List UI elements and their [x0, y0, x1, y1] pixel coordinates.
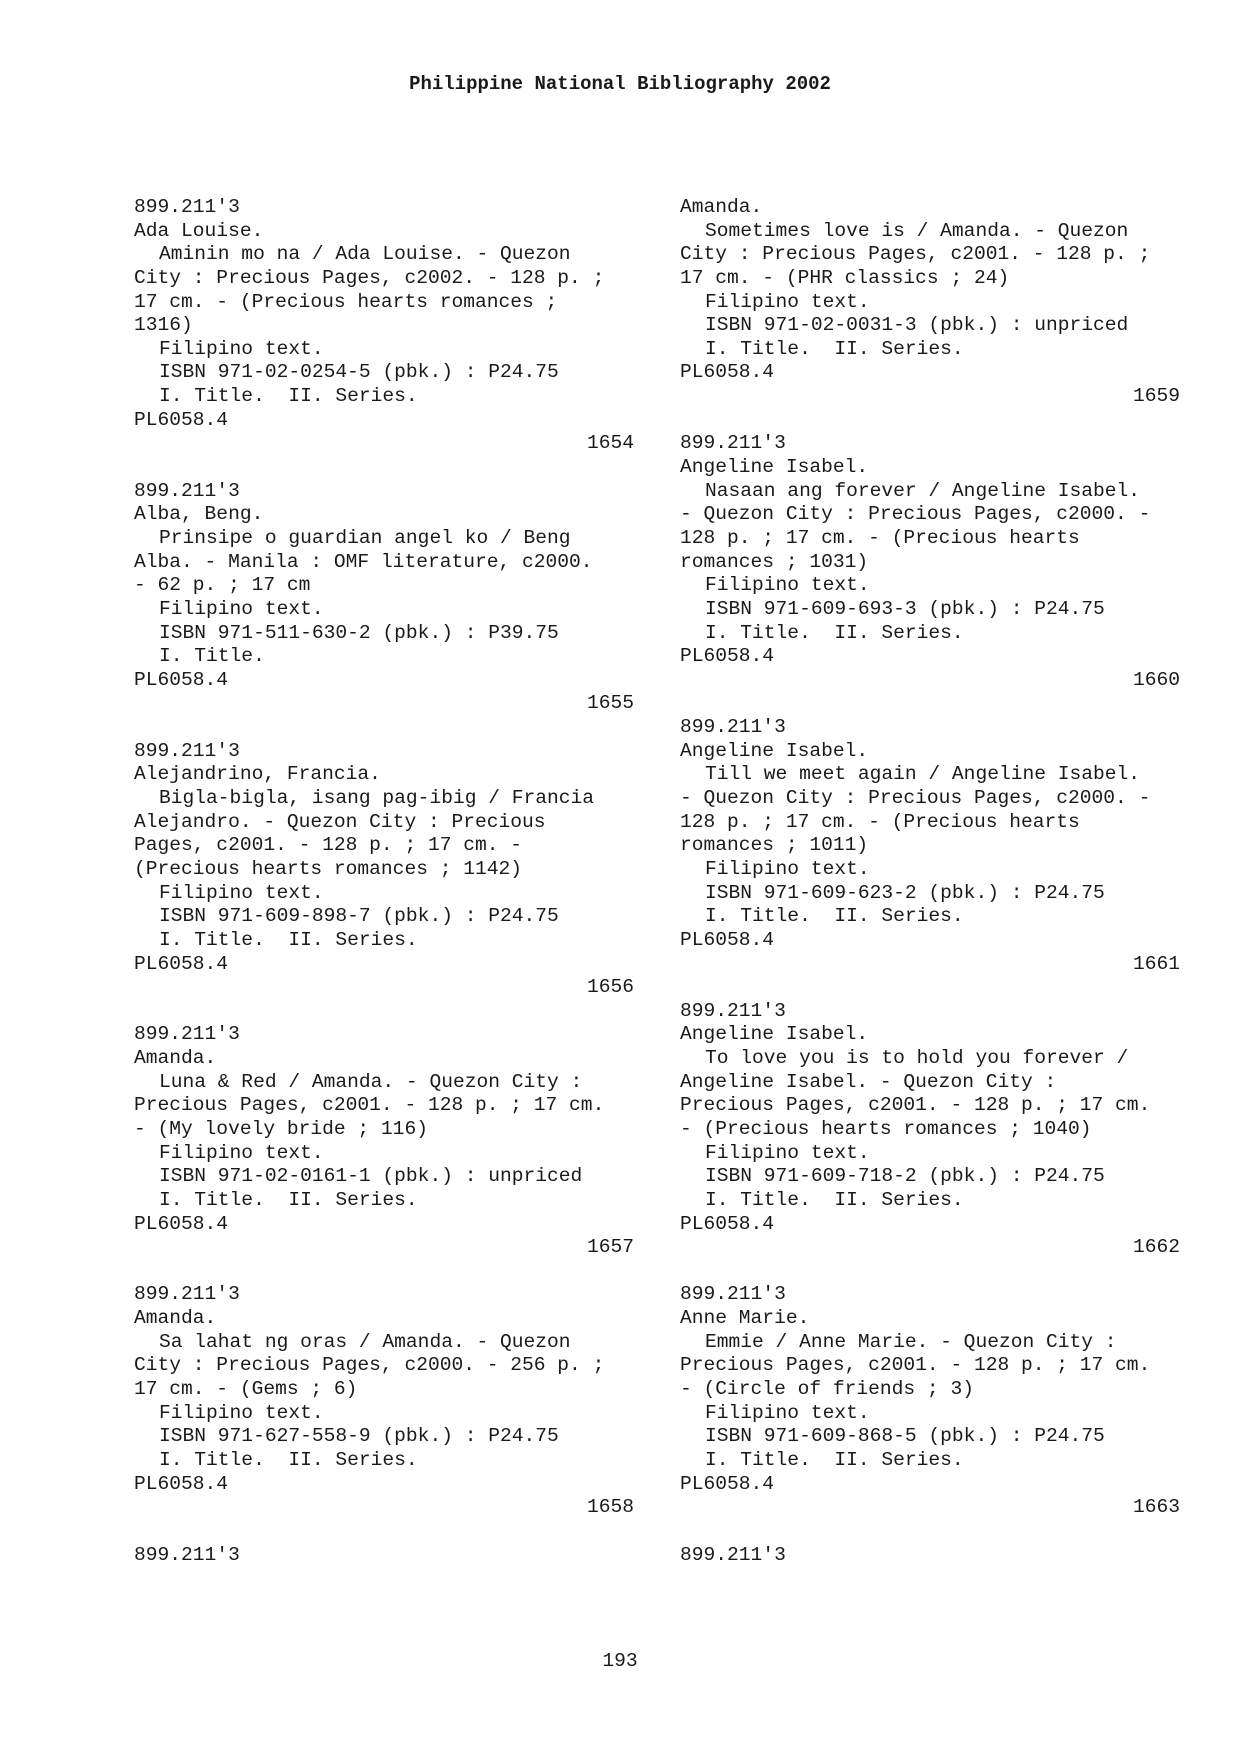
title-statement-line: 17 cm. - (Gems ; 6)	[134, 1378, 358, 1401]
author-heading: Amanda.	[134, 1307, 217, 1330]
isbn: ISBN 971-627-558-9 (pbk.) : P24.75	[159, 1425, 559, 1448]
entry-spacer	[680, 1520, 1180, 1544]
title-statement-line: Aminin mo na / Ada Louise. - Quezon	[159, 243, 571, 266]
isbn: ISBN 971-02-0254-5 (pbk.) : P24.75	[159, 361, 559, 384]
entry-spacer	[134, 716, 634, 740]
page-title: Philippine National Bibliography 2002	[409, 73, 831, 95]
title-statement-line: Emmie / Anne Marie. - Quezon City :	[705, 1330, 1117, 1353]
call-number: PL6058.4	[134, 1212, 229, 1235]
author-heading: Anne Marie.	[680, 1307, 810, 1330]
language-note: Filipino text.	[159, 597, 324, 620]
entry-number: 1657	[586, 1236, 634, 1259]
class-number: 899.211'3	[134, 1283, 240, 1306]
class-number: 899.211'3	[680, 716, 786, 739]
language-note: Filipino text.	[159, 1141, 324, 1164]
class-number: 899.211'3	[134, 479, 240, 502]
entry-spacer	[134, 1260, 634, 1284]
bibliography-entry	[680, 1283, 1180, 1543]
tracings: I. Title. II. Series.	[159, 1188, 418, 1211]
class-number: 899.211'3	[134, 1543, 240, 1566]
title-statement-line: Alba. - Manila : OMF literature, c2000.	[134, 550, 593, 573]
entry-spacer	[134, 1520, 634, 1544]
entry-number: 1655	[586, 692, 634, 715]
language-note: Filipino text.	[159, 337, 324, 360]
call-number: PL6058.4	[134, 952, 229, 975]
title-statement-line: 17 cm. - (PHR classics ; 24)	[680, 266, 1010, 289]
title-statement-line: City : Precious Pages, c2000. - 256 p. ;	[134, 1354, 605, 1377]
isbn: ISBN 971-511-630-2 (pbk.) : P39.75	[159, 621, 559, 644]
title-statement-line: Precious Pages, c2001. - 128 p. ; 17 cm.	[680, 1354, 1151, 1377]
entry-spacer	[680, 692, 1180, 716]
class-number: 899.211'3	[134, 739, 240, 762]
title-statement-line: Sometimes love is / Amanda. - Quezon	[705, 219, 1129, 242]
entry-number: 1656	[586, 976, 634, 999]
bibliography-entry	[134, 1023, 634, 1283]
entry-spacer	[680, 1260, 1180, 1284]
title-statement-line: 1316)	[134, 314, 193, 337]
author-heading: Amanda.	[134, 1047, 217, 1070]
title-statement-line: Nasaan ang forever / Angeline Isabel.	[705, 479, 1141, 502]
tracings: I. Title.	[159, 645, 265, 668]
title-statement-line: - (Circle of friends ; 3)	[680, 1378, 974, 1401]
entry-spacer	[134, 456, 634, 480]
tracings: I. Title. II. Series.	[705, 621, 964, 644]
entry-number: 1654	[586, 432, 634, 455]
class-number: 899.211'3	[680, 432, 786, 455]
language-note: Filipino text.	[159, 1401, 324, 1424]
bibliography-entry	[134, 196, 634, 480]
entry-number: 1663	[1132, 1496, 1180, 1519]
author-heading: Angeline Isabel.	[680, 456, 869, 479]
call-number: PL6058.4	[134, 408, 229, 431]
title-statement-line: - 62 p. ; 17 cm	[134, 574, 311, 597]
isbn: ISBN 971-609-693-3 (pbk.) : P24.75	[705, 597, 1105, 620]
tracings: I. Title. II. Series.	[159, 928, 418, 951]
call-number: PL6058.4	[134, 668, 229, 691]
author-heading: Angeline Isabel.	[680, 1023, 869, 1046]
author-heading: Angeline Isabel.	[680, 739, 869, 762]
isbn: ISBN 971-609-868-5 (pbk.) : P24.75	[705, 1425, 1105, 1448]
isbn: ISBN 971-609-623-2 (pbk.) : P24.75	[705, 881, 1105, 904]
bibliography-entry	[134, 740, 634, 1024]
title-statement-line: Prinsipe o guardian angel ko / Beng	[159, 526, 571, 549]
tracings: I. Title. II. Series.	[705, 905, 964, 928]
title-statement-line: Pages, c2001. - 128 p. ; 17 cm. -	[134, 834, 523, 857]
tracings: I. Title. II. Series.	[159, 385, 418, 408]
title-statement-line: 17 cm. - (Precious hearts romances ;	[134, 290, 558, 313]
bibliography-entry	[680, 1544, 1180, 1568]
entry-number: 1661	[1132, 952, 1180, 975]
title-statement-line: City : Precious Pages, c2002. - 128 p. ;	[134, 266, 605, 289]
title-statement-line: romances ; 1011)	[680, 834, 869, 857]
title-statement-line: 128 p. ; 17 cm. - (Precious hearts	[680, 810, 1080, 833]
tracings: I. Title. II. Series.	[705, 1448, 964, 1471]
call-number: PL6058.4	[134, 1472, 229, 1495]
isbn: ISBN 971-02-0161-1 (pbk.) : unpriced	[159, 1165, 583, 1188]
class-number: 899.211'3	[134, 1023, 240, 1046]
language-note: Filipino text.	[705, 1141, 870, 1164]
call-number: PL6058.4	[680, 1212, 775, 1235]
title-statement-line: Till we meet again / Angeline Isabel.	[705, 763, 1141, 786]
title-statement-line: Angeline Isabel. - Quezon City :	[680, 1070, 1057, 1093]
class-number: 899.211'3	[680, 999, 786, 1022]
entry-number: 1662	[1132, 1236, 1180, 1259]
title-statement-line: Alejandro. - Quezon City : Precious	[134, 810, 546, 833]
bibliography-entry	[134, 480, 634, 740]
title-statement-line: Precious Pages, c2001. - 128 p. ; 17 cm.	[680, 1094, 1151, 1117]
bibliography-entry	[134, 1544, 634, 1568]
isbn: ISBN 971-609-898-7 (pbk.) : P24.75	[159, 905, 559, 928]
entry-spacer	[680, 409, 1180, 433]
bibliography-entry	[680, 716, 1180, 1000]
bibliography-entry	[680, 432, 1180, 716]
title-statement-line: - (Precious hearts romances ; 1040)	[680, 1117, 1092, 1140]
title-statement-line: Sa lahat ng oras / Amanda. - Quezon	[159, 1330, 571, 1353]
title-statement-line: Luna & Red / Amanda. - Quezon City :	[159, 1070, 583, 1093]
left-column	[134, 196, 634, 1567]
title-statement-line: City : Precious Pages, c2001. - 128 p. ;	[680, 243, 1151, 266]
class-number: 899.211'3	[680, 1543, 786, 1566]
right-column	[680, 196, 1180, 1567]
bibliography-entry	[134, 1283, 634, 1543]
call-number: PL6058.4	[680, 361, 775, 384]
title-statement-line: (Precious hearts romances ; 1142)	[134, 857, 523, 880]
entry-spacer	[680, 976, 1180, 1000]
tracings: I. Title. II. Series.	[705, 1188, 964, 1211]
language-note: Filipino text.	[705, 290, 870, 313]
author-heading: Alba, Beng.	[134, 503, 264, 526]
entry-number: 1660	[1132, 668, 1180, 691]
call-number: PL6058.4	[680, 1472, 775, 1495]
author-heading: Ada Louise.	[134, 219, 264, 242]
language-note: Filipino text.	[159, 881, 324, 904]
title-statement-line: romances ; 1031)	[680, 550, 869, 573]
entry-spacer	[134, 1000, 634, 1024]
class-number: 899.211'3	[680, 1283, 786, 1306]
bibliography-entry	[680, 196, 1180, 432]
author-heading: Amanda.	[680, 196, 763, 218]
title-statement-line: 128 p. ; 17 cm. - (Precious hearts	[680, 526, 1080, 549]
title-statement-line: To love you is to hold you forever /	[705, 1047, 1129, 1070]
class-number: 899.211'3	[134, 196, 240, 218]
entry-number: 1659	[1132, 385, 1180, 408]
isbn: ISBN 971-02-0031-3 (pbk.) : unpriced	[705, 314, 1129, 337]
language-note: Filipino text.	[705, 857, 870, 880]
page-number: 193	[602, 1650, 638, 1672]
language-note: Filipino text.	[705, 574, 870, 597]
tracings: I. Title. II. Series.	[705, 337, 964, 360]
tracings: I. Title. II. Series.	[159, 1448, 418, 1471]
call-number: PL6058.4	[680, 645, 775, 668]
language-note: Filipino text.	[705, 1401, 870, 1424]
isbn: ISBN 971-609-718-2 (pbk.) : P24.75	[705, 1165, 1105, 1188]
title-statement-line: - Quezon City : Precious Pages, c2000. -	[680, 787, 1151, 810]
call-number: PL6058.4	[680, 928, 775, 951]
title-statement-line: - (My lovely bride ; 116)	[134, 1117, 428, 1140]
author-heading: Alejandrino, Francia.	[134, 763, 381, 786]
title-statement-line: - Quezon City : Precious Pages, c2000. -	[680, 503, 1151, 526]
bibliography-entry	[680, 1000, 1180, 1284]
title-statement-line: Bigla-bigla, isang pag-ibig / Francia	[159, 787, 595, 810]
entry-number: 1658	[586, 1496, 634, 1519]
title-statement-line: Precious Pages, c2001. - 128 p. ; 17 cm.	[134, 1094, 605, 1117]
